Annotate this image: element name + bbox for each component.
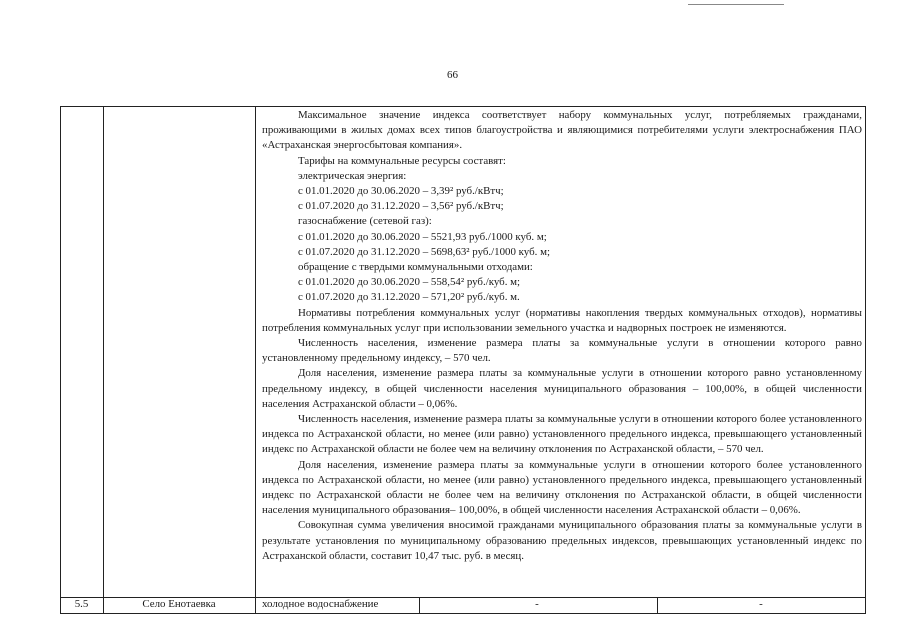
description-cell	[262, 108, 862, 564]
row-number: 5.5	[74, 598, 89, 610]
service-name: холодное водоснабжение	[262, 598, 379, 610]
value-cell: -	[759, 598, 763, 610]
top-rule	[688, 4, 784, 5]
tariff-line: с 01.07.2020 до 31.12.2020 – 5698,63² руб./1000 куб. м;	[298, 245, 551, 258]
page-number: 66	[447, 69, 458, 81]
column-divider	[255, 107, 256, 613]
tariff-line: с 01.01.2020 до 30.06.2020 – 3,39² руб./кВтч;	[298, 185, 504, 198]
paragraph: Тарифы на коммунальные ресурсы составят:	[298, 154, 506, 167]
paragraph: Совокупная сумма увеличения вносимой гражданами муниципального образования платы за коммунальные услуги в результате установления по муниципальному образованию предельных индексов, превышающих установленный индекс по Астраханской области, составит 10,47 тыс. руб. в месяц.	[262, 519, 862, 562]
paragraph: Численность населения, изменение размера платы за коммунальные услуги в отношении которого более установленного индекса по Астраханской области, но менее (или равно) установленного предельного индекса, превышающего установленный индекс по Астраханской области не более чем на величину отклонения по Астраханской области, – 570 чел.	[262, 413, 862, 456]
paragraph: Нормативы потребления коммунальных услуг (нормативы накопления твердых коммунальных отходов), нормативы потребления коммунальных услуг при использовании земельного участка и надворных построек не изменяются.	[262, 306, 862, 334]
paragraph: обращение с твердыми коммунальными отходами:	[298, 261, 533, 274]
paragraph: Максимальное значение индекса соответствует набору коммунальных услуг, потребляемых гражданами, проживающими в жилых домах всех типов благоустройства и являющимися потребителями услуги электроснабжения ПАО «Астраханская энергосбытовая компания».	[262, 109, 862, 152]
value-cell: -	[535, 598, 539, 610]
tariff-line: с 01.07.2020 до 31.12.2020 – 571,20² руб./куб. м.	[298, 291, 520, 304]
tariff-line: с 01.01.2020 до 30.06.2020 – 558,54² руб./куб. м;	[298, 276, 521, 289]
paragraph: Доля населения, изменение размера платы за коммунальные услуги в отношении которого более установленного индекса по Астраханской области, но менее (или равно) установленного предельного индекса, превышающего установленный индекс по Астраханской области не более чем на величину отклонения по Астраханской области, в общей численности населения муниципального образования– 100,00%, в общей численности населения Астраханской области – 0,06%.	[262, 458, 862, 517]
settlement-name: Село Енотаевка	[142, 598, 216, 610]
paragraph: Доля населения, изменение размера платы за коммунальные услуги в отношении которого равно установленному предельному индексу, в общей численности населения муниципального образования – 100,00%, в общей численности населения Астраханской области – 0,06%.	[262, 367, 862, 410]
paragraph: электрическая энергия:	[298, 169, 407, 182]
tariff-line: с 01.07.2020 до 31.12.2020 – 3,56² руб./кВтч;	[298, 200, 504, 213]
tariff-line: с 01.01.2020 до 30.06.2020 – 5521,93 руб./1000 куб. м;	[298, 230, 547, 243]
paragraph: газоснабжение (сетевой газ):	[298, 215, 432, 228]
column-divider	[103, 107, 104, 613]
paragraph: Численность населения, изменение размера платы за коммунальные услуги в отношении которого равно установленному предельному индексу, – 570 чел.	[262, 337, 862, 365]
